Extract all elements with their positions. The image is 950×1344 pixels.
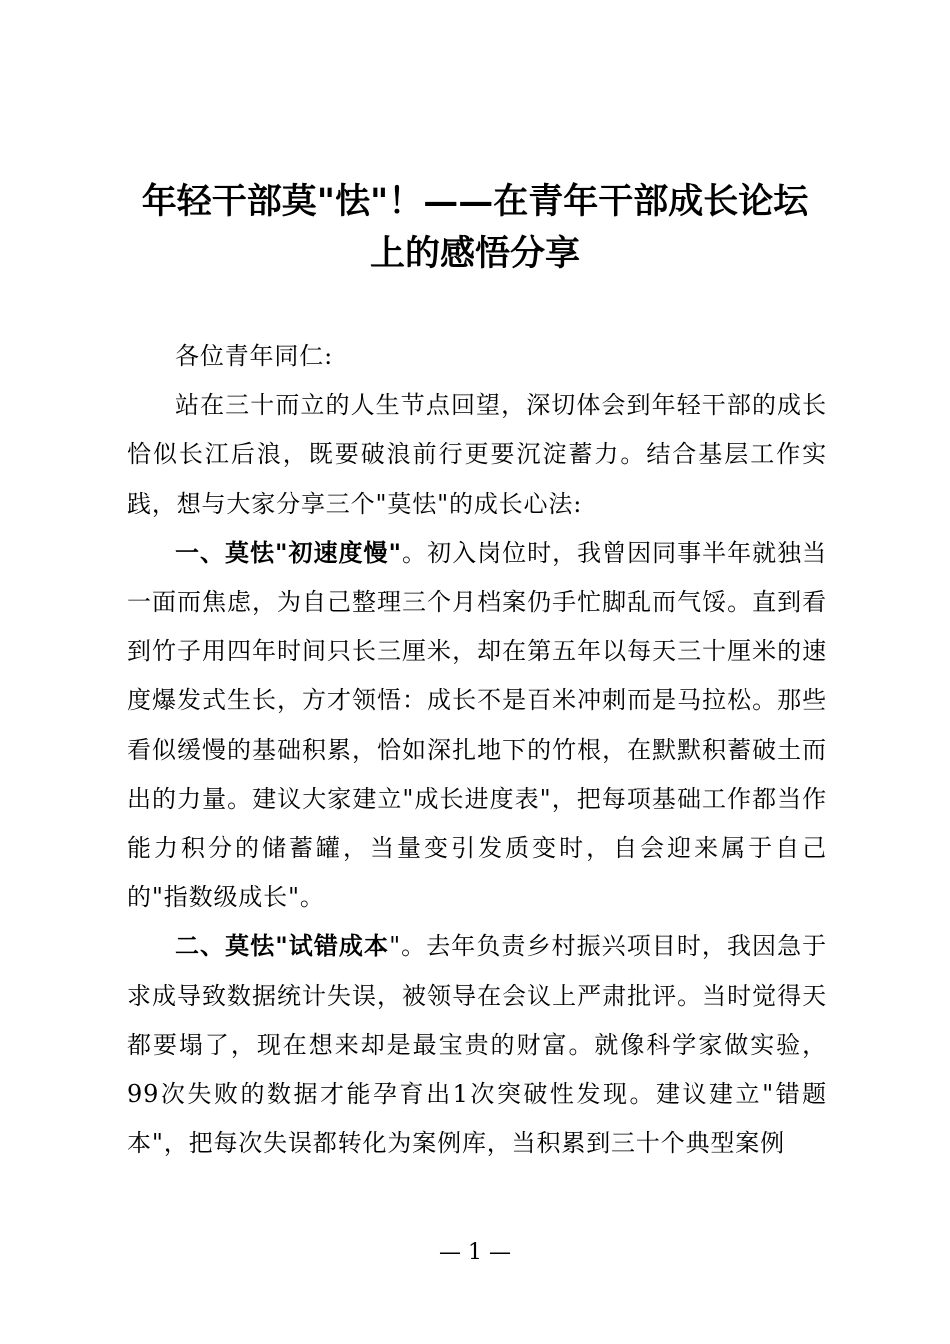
document-body <box>127 332 827 1168</box>
intro-paragraph: 站在三十而立的人生节点回望，深切体会到年轻干部的成长恰似长江后浪，既要破浪前行更要沉淀蓄力。结合基层工作实践，想与大家分享三个"莫怯"的成长心法: <box>127 391 827 518</box>
document-title <box>120 176 830 280</box>
section-text-1: 。初入岗位时，我曾因同事半年就独当一面而焦虑，为自己整理三个月档案仍手忙脚乱而气馁。直到看到竹子用四年时间只长三厘米，却在第五年以每天三十厘米的速度爆发式生长，方才领悟：成长不是百米冲刺而是马拉松。那些看似缓慢的基础积累，恰如深扎地下的竹根，在默默积蓄破土而出的力量。建议大家建立"成长进度表"，把每项基础工作都当作能力积分的储蓄罐，当量变引发质变时，自会迎来属于自己的"指数级成长"。 <box>127 538 827 912</box>
section-paragraph-2 <box>127 922 827 1168</box>
salutation: 各位青年同仁: <box>175 342 334 370</box>
section-heading-2: 二、莫怯"试错成本 <box>175 932 390 961</box>
title-line-2: 上的感悟分享 <box>369 233 580 274</box>
section-heading-1: 一、莫怯"初速度慢" <box>175 538 402 567</box>
section-paragraph-1 <box>127 529 827 923</box>
section-text-2: "。去年负责乡村振兴项目时，我因急于求成导致数据统计失误，被领导在会议上严肃批评。当时觉得天都要塌了，现在想来却是最宝贵的财富。就像科学家做实验，99次失败的数据才能孕育出1次突破性发现。建议建立"错题本"，把每次失误都转化为案例库，当积累到三十个典型案例 <box>127 932 827 1158</box>
page-number: — 1 — <box>439 1240 511 1265</box>
title-line-1: 年轻干部莫"怯"！——在青年干部成长论坛 <box>141 181 809 222</box>
